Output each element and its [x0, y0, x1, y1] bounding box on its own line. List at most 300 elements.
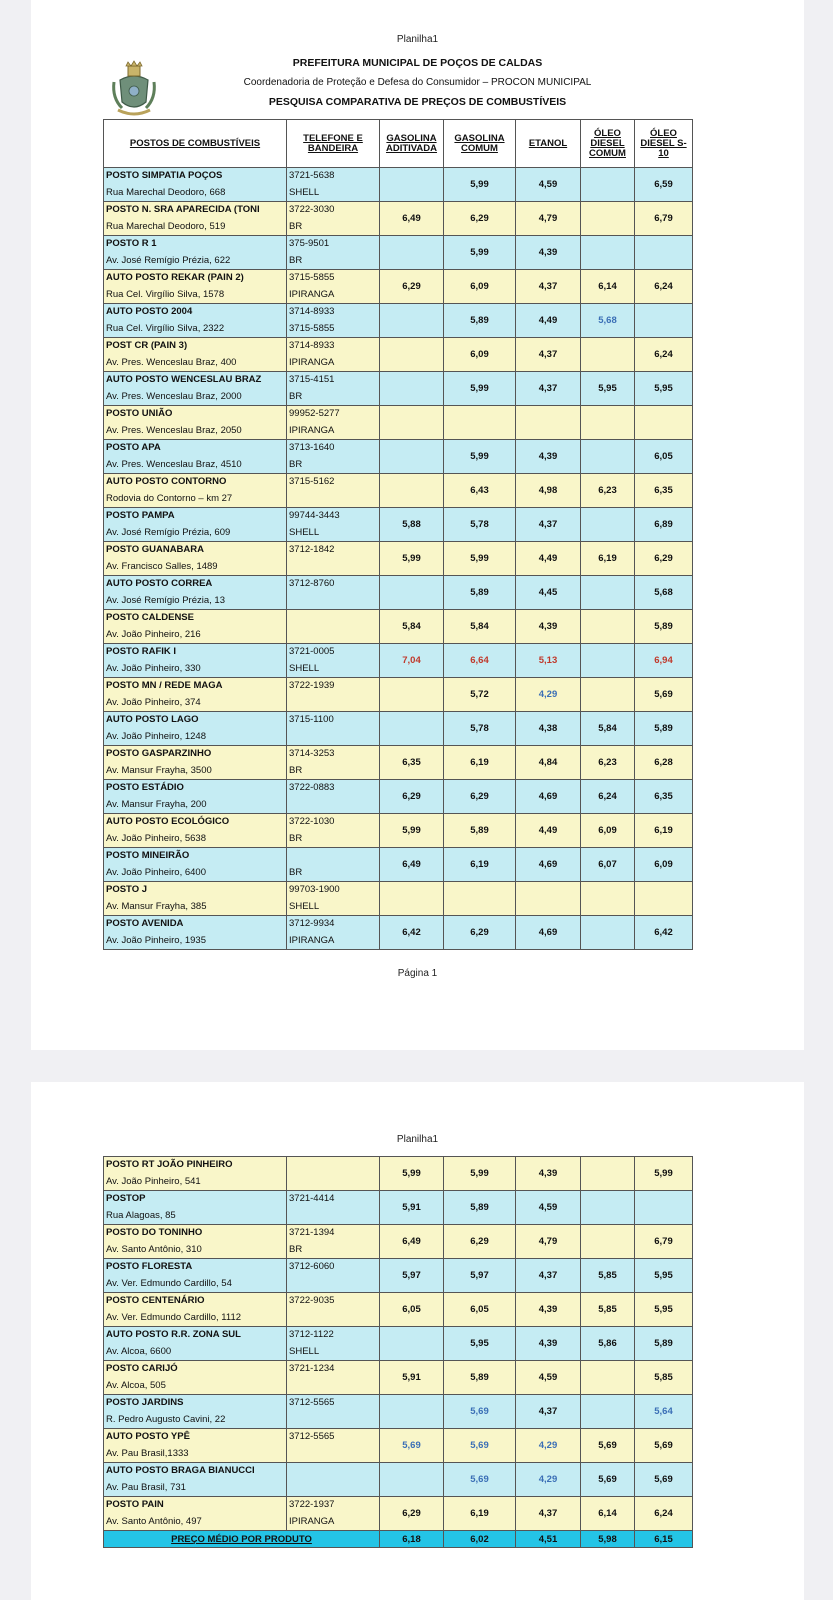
station-name: POSTO PAMPA: [106, 510, 175, 521]
price-dc: [581, 1191, 635, 1225]
price-gc: [444, 882, 516, 916]
table-row: [104, 338, 693, 372]
price-dc: [581, 882, 635, 916]
price-ga: [380, 168, 444, 202]
col-header-gasolina-aditivada: GASOLINA ADITIVADA: [380, 120, 444, 168]
station-name: POSTO SIMPATIA POÇOS: [106, 170, 223, 181]
price-ga: [380, 406, 444, 440]
station-name: POSTO MN / REDE MAGA: [106, 680, 223, 691]
average-label: PREÇO MÉDIO POR PRODUTO: [104, 1531, 380, 1548]
price-d10: 6,94: [635, 644, 693, 678]
station-cell: [104, 1191, 287, 1225]
phone-number: 3715-1100: [289, 714, 334, 725]
phone-number: 3714-8933: [289, 340, 335, 351]
price-et: 4,59: [516, 168, 581, 202]
col-header-telefone: TELEFONE E BANDEIRA: [287, 120, 380, 168]
fuel-price-table: [103, 119, 693, 950]
fuel-brand: [289, 593, 379, 610]
station-cell: [104, 270, 287, 304]
phone-flag-cell: [287, 1259, 380, 1293]
price-gc: 5,99: [444, 168, 516, 202]
table-row: [104, 1191, 693, 1225]
price-dc: [581, 576, 635, 610]
station-name: AUTO POSTO ECOLÓGICO: [106, 816, 230, 827]
fuel-brand: [289, 1174, 379, 1191]
price-ga: 6,49: [380, 202, 444, 236]
price-ga: 6,42: [380, 916, 444, 950]
price-et: 4,69: [516, 916, 581, 950]
price-gc: 5,99: [444, 1157, 516, 1191]
station-name: POSTO J: [106, 884, 148, 895]
fuel-brand: SHELL: [289, 1345, 320, 1357]
fuel-brand: BR: [289, 764, 303, 776]
price-et: 4,39: [516, 440, 581, 474]
phone-number: [289, 1463, 379, 1480]
fuel-brand: [289, 1276, 379, 1293]
table-row: [104, 576, 693, 610]
price-dc: 6,09: [581, 814, 635, 848]
price-ga: [380, 678, 444, 712]
station-name: AUTO POSTO WENCESLAU BRAZ: [106, 374, 262, 385]
price-dc: [581, 610, 635, 644]
phone-number: 3721-5638: [289, 170, 335, 181]
station-address: Av. Pau Brasil, 731: [106, 1481, 186, 1493]
price-et: 4,59: [516, 1191, 581, 1225]
station-cell: [104, 780, 287, 814]
phone-flag-cell: [287, 1463, 380, 1497]
price-et: 4,38: [516, 712, 581, 746]
station-address: Av. Pres. Wenceslau Braz, 400: [106, 356, 237, 368]
price-dc: [581, 406, 635, 440]
station-address: Av. João Pinheiro, 6400: [106, 866, 206, 878]
station-cell: [104, 1293, 287, 1327]
price-gc: 5,97: [444, 1259, 516, 1293]
price-dc: 6,23: [581, 746, 635, 780]
price-et: 5,13: [516, 644, 581, 678]
price-ga: 5,99: [380, 814, 444, 848]
price-gc: 5,99: [444, 542, 516, 576]
station-name: POSTO ESTÁDIO: [106, 782, 184, 793]
price-ga: 5,91: [380, 1361, 444, 1395]
phone-number: 3712-6060: [289, 1261, 335, 1272]
average-gasolina-comum: 6,02: [444, 1531, 516, 1548]
fuel-brand: [289, 1412, 379, 1429]
station-address: Av. Alcoa, 6600: [106, 1345, 172, 1357]
col-header-etanol: ETANOL: [516, 120, 581, 168]
phone-flag-cell: [287, 1191, 380, 1225]
price-et: 4,69: [516, 848, 581, 882]
station-cell: [104, 1497, 287, 1531]
price-dc: 5,85: [581, 1293, 635, 1327]
price-d10: 5,95: [635, 1293, 693, 1327]
price-et: 4,39: [516, 236, 581, 270]
price-d10: 5,95: [635, 1259, 693, 1293]
phone-flag-cell: [287, 712, 380, 746]
price-gc: 6,09: [444, 270, 516, 304]
station-address: Av. João Pinheiro, 216: [106, 628, 201, 640]
station-address: Rua Cel. Virgílio Silva, 1578: [106, 288, 225, 300]
station-name: POST CR (PAIN 3): [106, 340, 188, 351]
station-name: POSTO PAIN: [106, 1499, 164, 1510]
station-cell: [104, 542, 287, 576]
price-gc: [444, 406, 516, 440]
price-d10: [635, 304, 693, 338]
table-row: [104, 712, 693, 746]
price-d10: 5,69: [635, 1463, 693, 1497]
price-ga: [380, 882, 444, 916]
price-gc: 5,89: [444, 576, 516, 610]
price-d10: 5,64: [635, 1395, 693, 1429]
station-address: Av. João Pinheiro, 1248: [106, 730, 206, 742]
price-ga: [380, 712, 444, 746]
price-d10: 6,79: [635, 1225, 693, 1259]
station-cell: [104, 1157, 287, 1191]
price-dc: 6,19: [581, 542, 635, 576]
price-gc: 5,95: [444, 1327, 516, 1361]
table-row: [104, 270, 693, 304]
table-row: [104, 304, 693, 338]
price-gc: 5,99: [444, 440, 516, 474]
table-row: [104, 1429, 693, 1463]
table-header-row: [104, 120, 693, 168]
price-d10: [635, 236, 693, 270]
average-diesel-comum: 5,98: [581, 1531, 635, 1548]
table-row: [104, 882, 693, 916]
station-address: Av. Francisco Salles, 1489: [106, 560, 218, 572]
phone-number: 3721-1394: [289, 1227, 335, 1238]
phone-number: 3722-9035: [289, 1295, 335, 1306]
table-row: [104, 542, 693, 576]
price-et: 4,84: [516, 746, 581, 780]
price-et: 4,37: [516, 1497, 581, 1531]
price-et: 4,37: [516, 270, 581, 304]
phone-flag-cell: [287, 916, 380, 950]
station-address: Rodovia do Contorno – km 27: [106, 492, 233, 504]
table-row: [104, 1327, 693, 1361]
station-cell: [104, 304, 287, 338]
phone-number: 3722-1937: [289, 1499, 335, 1510]
phone-number: 3712-5565: [289, 1397, 335, 1408]
phone-number: [289, 848, 379, 865]
fuel-brand: BR: [289, 254, 303, 266]
price-d10: 6,35: [635, 780, 693, 814]
phone-flag-cell: [287, 270, 380, 304]
station-name: POSTO RAFIK I: [106, 646, 177, 657]
phone-flag-cell: [287, 1157, 380, 1191]
price-dc: 5,69: [581, 1463, 635, 1497]
price-dc: 5,85: [581, 1259, 635, 1293]
fuel-brand: [289, 559, 379, 576]
phone-number: 3714-3253: [289, 748, 335, 759]
station-name: POSTO N. SRA APARECIDA (TONI: [106, 204, 260, 215]
price-ga: [380, 1463, 444, 1497]
station-name: POSTO MINEIRÃO: [106, 850, 190, 861]
price-dc: 5,95: [581, 372, 635, 406]
station-cell: [104, 1327, 287, 1361]
table-row: [104, 372, 693, 406]
station-cell: [104, 1463, 287, 1497]
price-ga: 6,29: [380, 1497, 444, 1531]
table-row: [104, 1395, 693, 1429]
price-d10: 5,68: [635, 576, 693, 610]
price-et: 4,37: [516, 372, 581, 406]
price-d10: 6,05: [635, 440, 693, 474]
price-gc: 5,89: [444, 1191, 516, 1225]
fuel-brand: [289, 1480, 379, 1497]
table-row: [104, 814, 693, 848]
phone-number: 3712-5565: [289, 1431, 335, 1442]
price-d10: 5,69: [635, 1429, 693, 1463]
station-address: Av. Pres. Wenceslau Braz, 4510: [106, 458, 242, 470]
phone-flag-cell: [287, 814, 380, 848]
phone-flag-cell: [287, 882, 380, 916]
price-d10: 6,24: [635, 270, 693, 304]
average-gasolina-aditivada: 6,18: [380, 1531, 444, 1548]
price-ga: 5,97: [380, 1259, 444, 1293]
price-dc: [581, 678, 635, 712]
phone-number: [289, 1157, 379, 1174]
phone-flag-cell: [287, 1293, 380, 1327]
table-row: [104, 1293, 693, 1327]
price-d10: 5,69: [635, 678, 693, 712]
price-d10: [635, 882, 693, 916]
phone-flag-cell: [287, 610, 380, 644]
phone-number: 375-9501: [289, 238, 330, 249]
price-et: 4,29: [516, 1429, 581, 1463]
average-price-row: [104, 1531, 693, 1548]
price-et: 4,29: [516, 678, 581, 712]
station-cell: [104, 576, 287, 610]
station-cell: [104, 372, 287, 406]
phone-number: 3722-1030: [289, 816, 335, 827]
price-dc: [581, 338, 635, 372]
price-ga: 6,29: [380, 780, 444, 814]
fuel-brand: BR: [289, 832, 303, 844]
station-name: POSTO RT JOÃO PINHEIRO: [106, 1159, 233, 1170]
price-et: 4,45: [516, 576, 581, 610]
fuel-brand: [289, 627, 379, 644]
phone-flag-cell: [287, 1429, 380, 1463]
station-address: Av. José Remígio Prézia, 622: [106, 254, 231, 266]
price-d10: 5,85: [635, 1361, 693, 1395]
price-et: 4,37: [516, 338, 581, 372]
price-et: 4,49: [516, 304, 581, 338]
table-row: [104, 508, 693, 542]
price-ga: 5,91: [380, 1191, 444, 1225]
col-header-postos: POSTOS DE COMBUSTÍVEIS: [104, 120, 287, 168]
price-ga: 5,69: [380, 1429, 444, 1463]
station-cell: [104, 848, 287, 882]
station-name: POSTO GUANABARA: [106, 544, 204, 555]
price-gc: 5,78: [444, 712, 516, 746]
phone-number: 3715-5162: [289, 476, 335, 487]
fuel-brand: SHELL: [289, 900, 320, 912]
station-address: Av. José Remígio Prézia, 13: [106, 594, 225, 606]
phone-flag-cell: [287, 202, 380, 236]
station-name: AUTO POSTO REKAR (PAIN 2): [106, 272, 244, 283]
station-address: Av. João Pinheiro, 330: [106, 662, 201, 674]
table-row: [104, 848, 693, 882]
fuel-brand: BR: [289, 390, 303, 402]
station-address: Av. Pres. Wenceslau Braz, 2050: [106, 424, 242, 436]
station-cell: [104, 168, 287, 202]
fuel-brand: IPIRANGA: [289, 356, 335, 368]
price-gc: 6,29: [444, 916, 516, 950]
station-address: Av. Santo Antônio, 310: [106, 1243, 202, 1255]
price-gc: 5,99: [444, 372, 516, 406]
phone-number: [289, 610, 379, 627]
phone-flag-cell: [287, 1395, 380, 1429]
station-name: POSTO FLORESTA: [106, 1261, 193, 1272]
table-row: [104, 644, 693, 678]
price-ga: 6,29: [380, 270, 444, 304]
price-gc: 5,69: [444, 1395, 516, 1429]
table-row: [104, 236, 693, 270]
price-d10: [635, 1191, 693, 1225]
fuel-brand: BR: [289, 220, 303, 232]
phone-flag-cell: [287, 576, 380, 610]
average-diesel-s10: 6,15: [635, 1531, 693, 1548]
price-ga: 6,49: [380, 848, 444, 882]
price-gc: 6,64: [444, 644, 516, 678]
price-dc: 5,69: [581, 1429, 635, 1463]
station-address: Av. Pau Brasil,1333: [106, 1447, 189, 1459]
price-d10: 6,79: [635, 202, 693, 236]
station-cell: [104, 440, 287, 474]
station-name: AUTO POSTO LAGO: [106, 714, 199, 725]
station-name: AUTO POSTO R.R. ZONA SUL: [106, 1329, 241, 1340]
table-row: [104, 440, 693, 474]
price-d10: [635, 406, 693, 440]
price-et: 4,29: [516, 1463, 581, 1497]
price-d10: 6,89: [635, 508, 693, 542]
station-address: Av. João Pinheiro, 1935: [106, 934, 206, 946]
fuel-brand: [289, 1446, 379, 1463]
table-row: [104, 474, 693, 508]
phone-flag-cell: [287, 508, 380, 542]
phone-flag-cell: [287, 1327, 380, 1361]
table-row: [104, 678, 693, 712]
col-header-gasolina-comum: GASOLINA COMUM: [444, 120, 516, 168]
fuel-brand: IPIRANGA: [289, 934, 335, 946]
price-dc: [581, 168, 635, 202]
phone-number: 3722-1939: [289, 680, 335, 691]
station-cell: [104, 202, 287, 236]
price-et: 4,98: [516, 474, 581, 508]
phone-number: 3722-0883: [289, 782, 335, 793]
phone-number: 3715-4151: [289, 374, 335, 385]
price-et: 4,39: [516, 1157, 581, 1191]
price-dc: 5,68: [581, 304, 635, 338]
phone-number: 3712-8760: [289, 578, 335, 589]
station-cell: [104, 814, 287, 848]
station-cell: [104, 678, 287, 712]
station-name: AUTO POSTO BRAGA BIANUCCI: [106, 1465, 255, 1476]
table-row: [104, 406, 693, 440]
price-gc: 6,29: [444, 780, 516, 814]
price-gc: 5,84: [444, 610, 516, 644]
phone-flag-cell: [287, 304, 380, 338]
price-d10: 5,95: [635, 372, 693, 406]
phone-flag-cell: [287, 372, 380, 406]
station-name: POSTO R 1: [106, 238, 157, 249]
table-row: [104, 1225, 693, 1259]
station-name: POSTO AVENIDA: [106, 918, 184, 929]
station-name: POSTO APA: [106, 442, 161, 453]
price-ga: 7,04: [380, 644, 444, 678]
price-ga: [380, 474, 444, 508]
phone-flag-cell: [287, 746, 380, 780]
phone-number: 3715-5855: [289, 272, 335, 283]
station-cell: [104, 1361, 287, 1395]
table-row: [104, 610, 693, 644]
price-et: 4,37: [516, 508, 581, 542]
phone-flag-cell: [287, 474, 380, 508]
col-header-diesel-s10: ÓLEO DIESEL S- 10: [635, 120, 693, 168]
table-row: [104, 1361, 693, 1395]
table-row: [104, 746, 693, 780]
phone-number: 3713-1640: [289, 442, 335, 453]
price-dc: [581, 440, 635, 474]
price-ga: [380, 576, 444, 610]
station-address: Av. Mansur Frayha, 200: [106, 798, 207, 810]
price-gc: 6,19: [444, 746, 516, 780]
price-ga: 6,35: [380, 746, 444, 780]
price-et: [516, 882, 581, 916]
table-row: [104, 168, 693, 202]
station-cell: [104, 406, 287, 440]
price-d10: 5,89: [635, 610, 693, 644]
phone-flag-cell: [287, 406, 380, 440]
price-dc: 6,14: [581, 270, 635, 304]
price-gc: 6,09: [444, 338, 516, 372]
table-row: [104, 916, 693, 950]
phone-number: 3721-0005: [289, 646, 335, 657]
fuel-brand: [289, 797, 379, 814]
fuel-brand: [289, 1208, 379, 1225]
price-gc: 6,19: [444, 848, 516, 882]
station-address: Av. Ver. Edmundo Cardillo, 1112: [106, 1311, 242, 1323]
price-d10: 5,89: [635, 712, 693, 746]
station-name: POSTO JARDINS: [106, 1397, 184, 1408]
price-dc: [581, 508, 635, 542]
table-row: [104, 1157, 693, 1191]
fuel-brand: IPIRANGA: [289, 1515, 335, 1527]
station-address: Av. Pres. Wenceslau Braz, 2000: [106, 390, 242, 402]
station-cell: [104, 508, 287, 542]
phone-flag-cell: [287, 1497, 380, 1531]
station-name: POSTO CARIJÓ: [106, 1363, 178, 1374]
table-row: [104, 1463, 693, 1497]
price-gc: 5,89: [444, 304, 516, 338]
price-dc: 5,84: [581, 712, 635, 746]
col-header-diesel-comum: ÓLEO DIESEL COMUM: [581, 120, 635, 168]
phone-flag-cell: [287, 236, 380, 270]
price-dc: [581, 1361, 635, 1395]
price-gc: 5,69: [444, 1463, 516, 1497]
fuel-brand: IPIRANGA: [289, 288, 335, 300]
fuel-brand: SHELL: [289, 526, 320, 538]
phone-number: 3714-8933: [289, 306, 335, 317]
price-d10: 6,24: [635, 338, 693, 372]
phone-flag-cell: [287, 168, 380, 202]
price-et: 4,37: [516, 1259, 581, 1293]
table-row: [104, 780, 693, 814]
station-address: Av. Mansur Frayha, 3500: [106, 764, 212, 776]
price-d10: 5,89: [635, 1327, 693, 1361]
station-cell: [104, 746, 287, 780]
fuel-brand: BR: [289, 1243, 303, 1255]
